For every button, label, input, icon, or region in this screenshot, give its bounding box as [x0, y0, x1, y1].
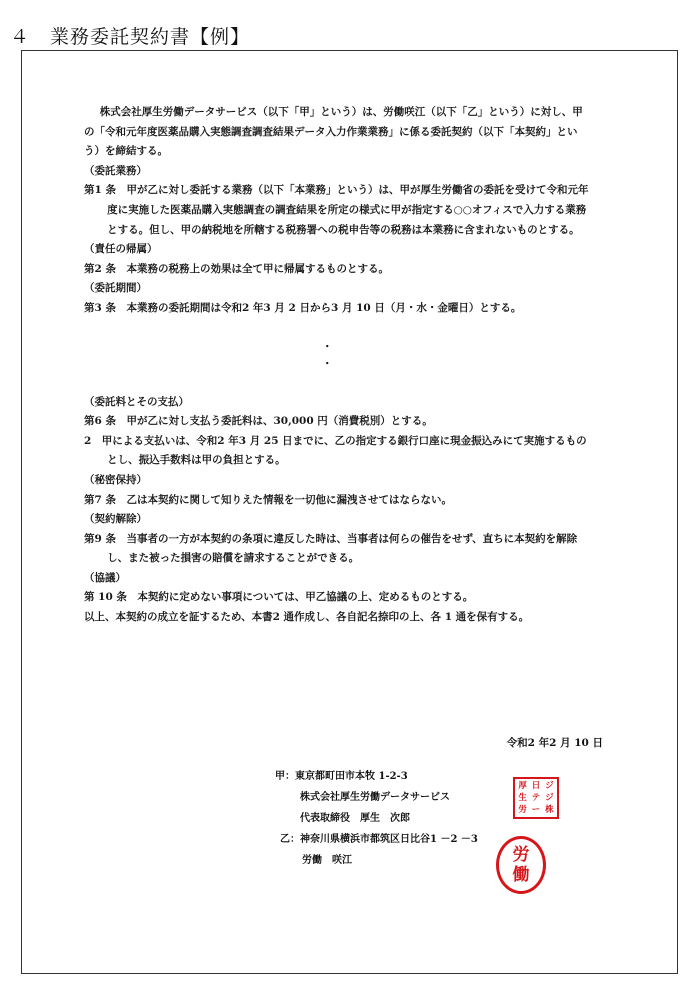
closing-statement: 以上、本契約の成立を証するため、本書2 通作成し、各自記名捺印の上、各 1 通を保有する。: [84, 611, 530, 624]
party-a-representative: 代表取締役 厚生 次郎: [300, 813, 410, 824]
seal-char: 労: [512, 845, 530, 865]
contract-date: 令和2 年2 月 10 日: [506, 737, 603, 749]
article-7: 第7 条 乙は本契約に関して知りえた情報を一切他に漏洩させてはならない。: [84, 493, 452, 506]
personal-seal-stamp: [496, 836, 546, 894]
party-a-company: 株式会社厚生労働データサービス: [300, 792, 450, 803]
seal-char: ジ: [545, 793, 554, 803]
party-b-address: 乙：神奈川県横浜市都筑区日比谷1 －2 －3: [280, 834, 478, 845]
seal-char: ー: [531, 805, 541, 815]
section-heading: （契約解除）: [84, 513, 147, 526]
section-heading: （秘密保持）: [84, 473, 147, 486]
article-6-clause-2: 2 甲による支払いは、令和2 年3 月 25 日までに、乙の指定する銀行口座に現金振込みにて実施するものとし、振込手数料は甲の負担とする。: [84, 434, 587, 467]
document-heading: ４ 業務委託契約書【例】: [10, 26, 251, 48]
seal-char: 厚: [518, 781, 527, 791]
section-heading: （協議）: [84, 571, 126, 584]
article-1: 第1 条 甲が乙に対し委託する業務（以下「本業務」という）は、甲が厚生労働省の委託を受けて令和元年度に実施した医薬品購入実態調査の調査結果を所定の様式に甲が指定する○○オフィスで入力する業務とする。但し、甲の納税地を所轄する税務署への税申告等の税務は本業務に含まれないものとする。: [84, 184, 589, 236]
party-a-address: 甲：東京都町田市本牧 1-2-3: [275, 771, 408, 782]
article-2: 第2 条 本業務の税務上の効果は全て甲に帰属するものとする。: [84, 262, 389, 275]
article-6-clause-1: 第6 条 甲が乙に対し支払う委託料は、30,000 円（消費税別）とする。: [84, 415, 433, 428]
company-seal-stamp: [513, 777, 559, 819]
contract-intro: 株式会社厚生労働データサービス（以下「甲」という）は、労働咲江（以下「乙」という）に対し、甲の「令和元年度医薬品購入実態調査調査結果データ入力作業業務」に係る委託契約（以下「本契約」という）を締結する。: [84, 106, 583, 158]
seal-char: 生: [518, 793, 527, 803]
article-9: 第9 条 当事者の一方が本契約の条項に違反した時は、当事者は何らの催告をせず、直ちに本契約を解除し、また被った損害の賠償を請求することができる。: [84, 532, 578, 565]
seal-char: テ: [531, 793, 541, 803]
contract-body: [84, 103, 590, 628]
seal-char: ジ: [545, 781, 554, 791]
party-b-name: 労働 咲江: [302, 855, 352, 866]
article-3: 第3 条 本業務の委託期間は令和2 年3 月 2 日から3 月 10 日（月・水・金曜日）とする。: [84, 301, 522, 314]
section-heading: （委託期間）: [84, 282, 147, 295]
omission-dot: ・: [322, 340, 333, 353]
section-heading: （委託業務）: [84, 164, 147, 177]
seal-char: 労: [518, 805, 527, 815]
seal-char: 働: [512, 865, 530, 885]
seal-char: 株: [545, 805, 554, 815]
section-heading: （委託料とその支払）: [84, 395, 189, 408]
omission-dot: ・: [322, 357, 333, 370]
article-10: 第 10 条 本契約に定めない事項については、甲乙協議の上、定めるものとする。: [84, 591, 474, 604]
seal-char: 日: [531, 781, 541, 791]
section-heading: （責任の帰属）: [84, 243, 158, 256]
